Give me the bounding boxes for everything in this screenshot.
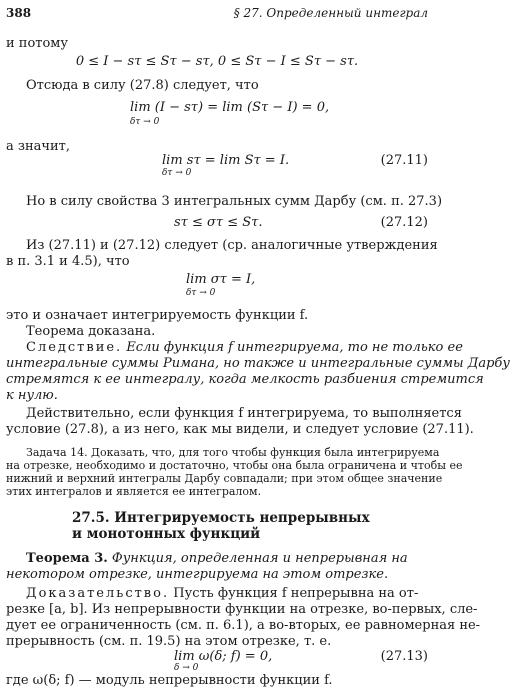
page-number: 388 — [6, 6, 32, 20]
text-line: Действительно, если функция f интегрируема, то выполняется — [26, 406, 462, 421]
corollary-text: к нулю. — [6, 388, 58, 403]
text-line: Из (27.11) и (27.12) следует (ср. аналогичные утверждения — [26, 238, 438, 253]
limit-formula: lim sτ = lim Sτ = I. — [162, 153, 290, 168]
text-line: условие (27.8), а из него, как мы видели, и следует условие (27.11). — [6, 422, 474, 437]
proof-text: дует ее ограниченность (см. п. 6.1), а во-вторых, ее равномерная не- — [6, 618, 481, 633]
section-title: 27.5. Интегрируемость непрерывных — [72, 510, 370, 526]
running-title: § 27. Определенный интеграл — [233, 6, 428, 20]
limit-subscript: δτ → 0 — [130, 117, 160, 127]
page-header — [6, 6, 428, 22]
corollary-line — [26, 340, 463, 356]
equation-number: (27.11) — [380, 153, 428, 168]
limit-subscript: δ → 0 — [174, 663, 199, 673]
section-title: и монотонных функций — [72, 526, 261, 542]
exercise-text: нижний и верхний интегралы Дарбу совпадали; при этом общее значение — [6, 472, 443, 485]
limit-subscript: δτ → 0 — [186, 288, 216, 298]
exercise-text: на отрезке, необходимо и достаточно, чтобы она была ограничена и чтобы ее — [6, 459, 463, 472]
theorem-label: Теорема 3. — [26, 551, 108, 566]
theorem-text: некотором отрезке, интегрируема на этом отрезке. — [6, 567, 389, 582]
inequality-formula: 0 ≤ I − sτ ≤ Sτ − sτ, 0 ≤ Sτ − I ≤ Sτ − sτ. — [75, 54, 359, 69]
equation-number: (27.13) — [380, 649, 428, 664]
text-line: и потому — [6, 36, 69, 51]
proof-text: резке [a, b]. Из непрерывности функции на отрезке, во-первых, сле- — [6, 602, 478, 617]
exercise-text: этих интегралов и является ее интегралом. — [6, 485, 262, 498]
theorem-text: Функция, определенная и непрерывная на — [107, 551, 408, 566]
text-line: Отсюда в силу (27.8) следует, что — [26, 78, 259, 93]
inequality-formula: sτ ≤ στ ≤ Sτ. — [174, 215, 263, 230]
exercise-text: Задача 14. Доказать, что, для того чтобы функция была интегрируема — [26, 446, 440, 459]
limit-formula: lim στ = I, — [186, 272, 256, 287]
text-line: где ω(δ; f) — модуль непрерывности функции f. — [6, 673, 333, 688]
text-line: а значит, — [6, 139, 70, 154]
text-line: это и означает интегрируемость функции f. — [6, 308, 309, 323]
equation-number: (27.12) — [380, 215, 428, 230]
corollary-text: стремятся к ее интегралу, когда мелкость разбиения стремится — [6, 372, 484, 387]
limit-formula: lim (I − sτ) = lim (Sτ − I) = 0, — [130, 100, 330, 115]
corollary-label: Следствие. — [26, 340, 123, 355]
proof-label: Доказательство. — [26, 586, 170, 601]
limit-subscript: δτ → 0 — [162, 168, 192, 178]
proof-text: прерывность (см. п. 19.5) на этом отрезке, т. е. — [6, 634, 332, 649]
corollary-text: интегральные суммы Римана, но также и интегральные суммы Дарбу — [6, 356, 510, 371]
text-line: Но в силу свойства 3 интегральных сумм Дарбу (см. п. 27.3) — [26, 194, 443, 209]
text-line: в п. 3.1 и 4.5), что — [6, 254, 130, 269]
text-line: Теорема доказана. — [26, 324, 156, 339]
theorem-line — [26, 551, 428, 567]
limit-formula: lim ω(δ; f) = 0, — [174, 649, 273, 664]
corollary-text: Если функция f интегрируема, то не только ее — [122, 340, 463, 355]
proof-line — [26, 586, 428, 602]
proof-text: Пусть функция f непрерывна на от- — [169, 586, 419, 601]
